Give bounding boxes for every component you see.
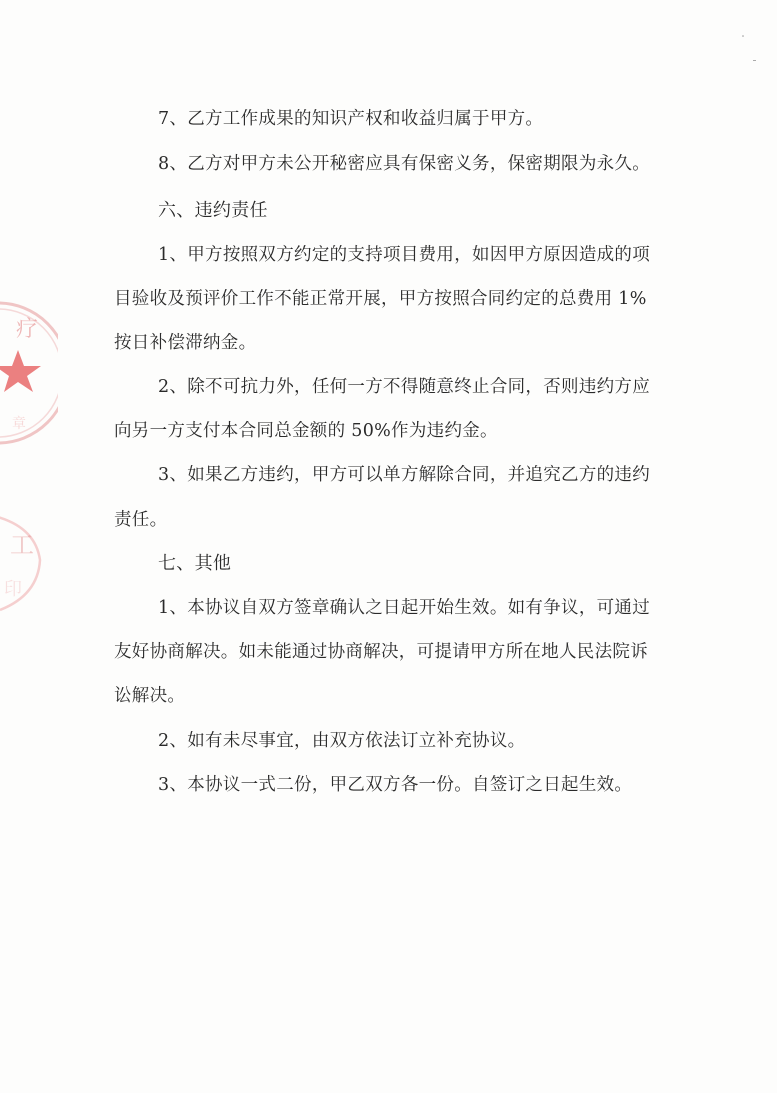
- svg-text:印: 印: [4, 579, 22, 600]
- section-title-other: 七、其他: [158, 553, 232, 574]
- breach-clause-1-line-3: 按日补偿滞纳金。: [114, 333, 257, 353]
- svg-text:工: 工: [10, 531, 34, 559]
- svg-text:章: 章: [12, 416, 26, 432]
- breach-clause-1-line-1: 1、甲方按照双方约定的支持项目费用，如因甲方原因造成的项: [158, 245, 651, 265]
- red-seal-fragment: [0, 505, 50, 615]
- clause-8: 8、乙方对甲方未公开秘密应具有保密义务，保密期限为永久。: [158, 154, 651, 174]
- breach-clause-2-line-2: 向另一方支付本合同总金额的 50%作为违约金。: [114, 421, 498, 441]
- other-clause-1-line-2: 友好协商解决。如未能通过协商解决，可提请甲方所在地人民法院诉: [114, 642, 648, 662]
- other-clause-2: 2、如有未尽事宜，由双方依法订立补充协议。: [158, 731, 526, 751]
- breach-clause-3-line-2: 责任。: [114, 510, 168, 530]
- other-clause-1-line-1: 1、本协议自双方签章确认之日起开始生效。如有争议，可通过: [158, 598, 651, 618]
- clause-7: 7、乙方工作成果的知识产权和收益归属于甲方。: [158, 109, 544, 129]
- red-seal-stamp: [0, 288, 58, 458]
- scan-specks: [739, 30, 759, 70]
- svg-text:疗: 疗: [16, 317, 39, 342]
- other-clause-1-line-3: 讼解决。: [114, 686, 186, 706]
- breach-clause-2-line-1: 2、除不可抗力外，任何一方不得随意终止合同，否则违约方应: [158, 377, 651, 397]
- breach-clause-1-line-2: 目验收及预评价工作不能正常开展，甲方按照合同约定的总费用 1%: [114, 289, 647, 309]
- section-title-breach: 六、违约责任: [158, 200, 268, 221]
- other-clause-3: 3、本协议一式二份，甲乙双方各一份。自签订之日起生效。: [158, 775, 633, 795]
- breach-clause-3-line-1: 3、如果乙方违约，甲方可以单方解除合同，并追究乙方的违约: [158, 465, 651, 485]
